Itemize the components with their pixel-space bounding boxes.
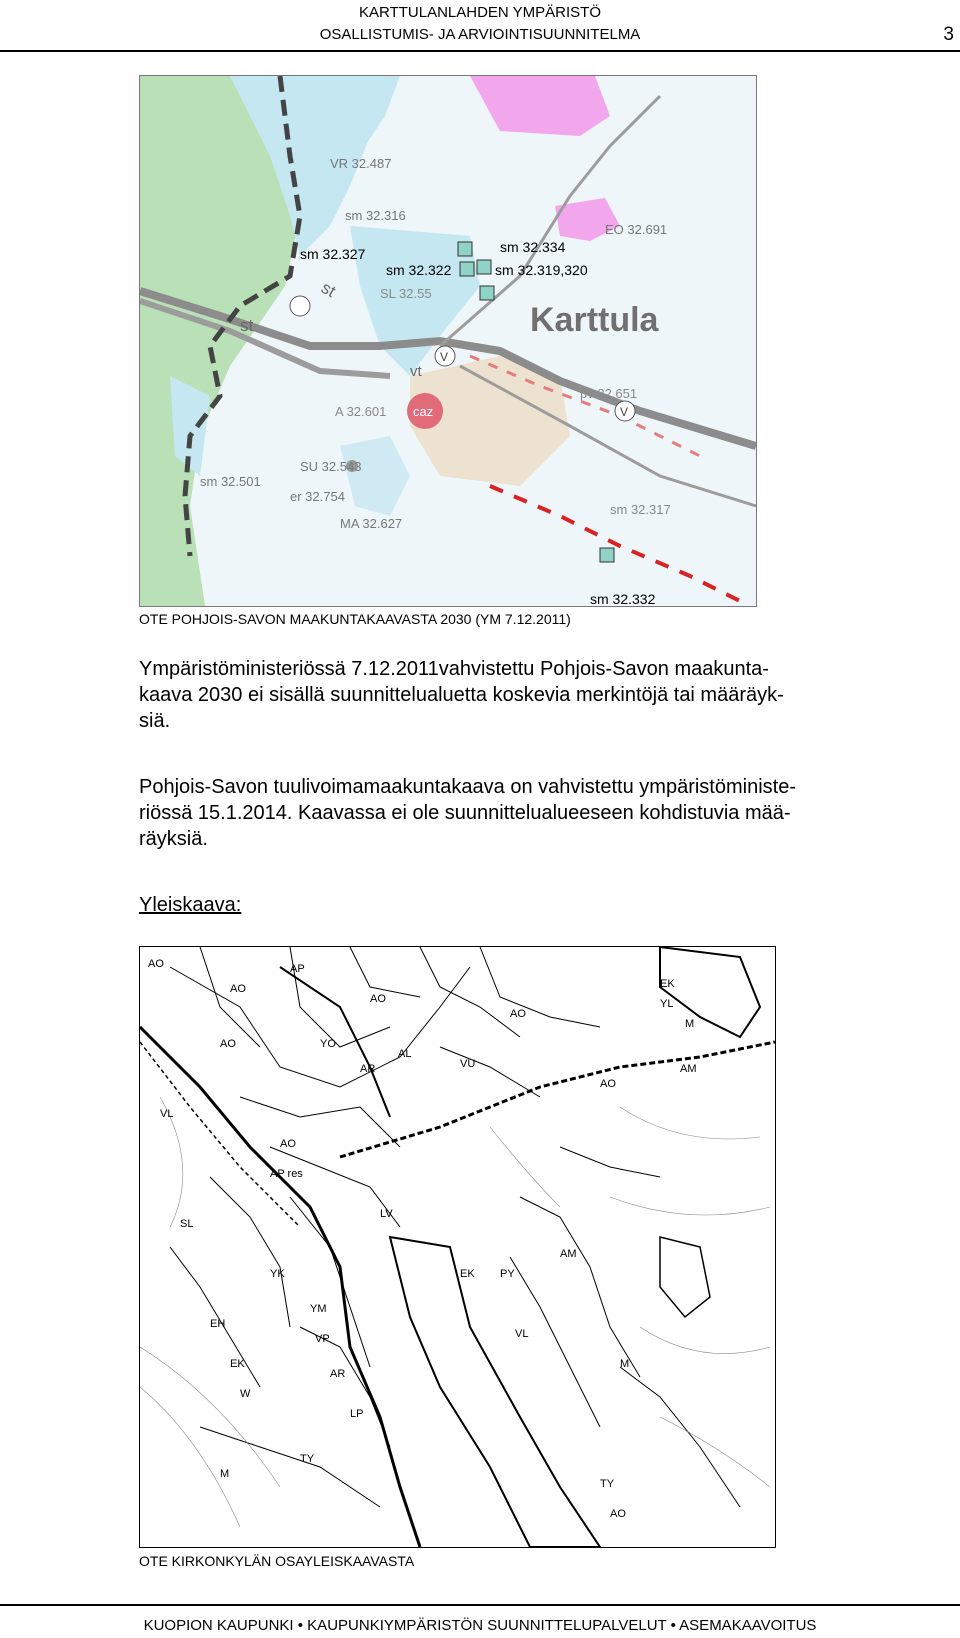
svg-text:AM: AM bbox=[560, 1248, 577, 1260]
svg-text:AO: AO bbox=[148, 958, 164, 970]
svg-text:VL: VL bbox=[515, 1328, 529, 1340]
svg-text:M: M bbox=[685, 1018, 695, 1030]
map1-place-label: Karttula bbox=[530, 301, 659, 339]
map1-label: sm 32.501 bbox=[200, 474, 261, 489]
svg-text:YO: YO bbox=[320, 1038, 336, 1050]
svg-text:AP res: AP res bbox=[270, 1168, 303, 1180]
footer-rule bbox=[0, 1604, 960, 1606]
paragraph-1: Ympäristöministeriössä 7.12.2011vahvistettu Pohjois-Savon maakunta- kaava 2030 ei sisällä suunnittelualuetta koskevia merkintöjä tai määräyk- siä. bbox=[139, 658, 784, 732]
svg-text:LP: LP bbox=[350, 1408, 364, 1420]
svg-text:M: M bbox=[620, 1358, 630, 1370]
map1-label: vt bbox=[410, 363, 422, 380]
svg-text:AO: AO bbox=[610, 1508, 626, 1520]
map1-label: MA 32.627 bbox=[340, 516, 403, 531]
page-number: 3 bbox=[943, 24, 954, 45]
header-title: KARTTULANLAHDEN YMPÄRISTÖ bbox=[359, 4, 601, 21]
svg-text:EK: EK bbox=[460, 1268, 475, 1280]
map1-label: sm 32.317 bbox=[610, 502, 671, 517]
map1-caption: OTE POHJOIS-SAVON MAAKUNTAKAAVASTA 2030 (YM 7.12.2011) bbox=[139, 611, 571, 627]
map1-label: SL 32.55 bbox=[380, 286, 432, 301]
map1-label: pv 32.651 bbox=[580, 386, 638, 401]
map1-label: caz bbox=[413, 404, 434, 419]
map1-label: st bbox=[240, 316, 254, 335]
svg-text:PY: PY bbox=[500, 1268, 515, 1280]
svg-text:AO: AO bbox=[220, 1038, 236, 1050]
svg-text:LV: LV bbox=[380, 1208, 393, 1220]
svg-text:SL: SL bbox=[180, 1218, 194, 1230]
svg-text:AO: AO bbox=[600, 1078, 616, 1090]
svg-text:VL: VL bbox=[160, 1108, 174, 1120]
svg-text:W: W bbox=[240, 1388, 251, 1400]
map1-label: VR 32.487 bbox=[330, 156, 392, 171]
master-plan-map bbox=[139, 946, 776, 1548]
svg-text:AP: AP bbox=[290, 963, 305, 975]
svg-text:AM: AM bbox=[680, 1063, 697, 1075]
svg-text:AO: AO bbox=[510, 1008, 526, 1020]
svg-text:YK: YK bbox=[270, 1268, 285, 1280]
map1-label: SU 32.543 bbox=[300, 459, 362, 474]
svg-text:AL: AL bbox=[398, 1048, 412, 1060]
svg-text:AO: AO bbox=[370, 993, 386, 1005]
svg-text:VP: VP bbox=[315, 1333, 330, 1345]
section-heading: Yleiskaava: bbox=[139, 894, 242, 916]
svg-text:YM: YM bbox=[310, 1303, 327, 1315]
svg-text:EK: EK bbox=[230, 1358, 245, 1370]
map1-label: sm 32.322 bbox=[386, 262, 452, 278]
map1-label: st bbox=[318, 278, 339, 302]
map1-label: sm 32.327 bbox=[300, 246, 366, 262]
map1-label: sm 32.319,320 bbox=[495, 262, 588, 278]
header-rule bbox=[0, 50, 960, 52]
svg-text:AO: AO bbox=[280, 1138, 296, 1150]
svg-text:TY: TY bbox=[600, 1478, 615, 1490]
map1-label: sm 32.316 bbox=[345, 208, 406, 223]
svg-text:EK: EK bbox=[660, 978, 675, 990]
svg-text:AR: AR bbox=[360, 1063, 376, 1075]
header-subtitle: OSALLISTUMIS- JA ARVIOINTISUUNNITELMA bbox=[319, 26, 641, 43]
svg-text:AO: AO bbox=[230, 983, 246, 995]
footer-text: KUOPION KAUPUNKI • KAUPUNKIYMPÄRISTÖN SUUNNITTELUPALVELUT • ASEMAKAAVOITUS bbox=[143, 1617, 817, 1634]
map1-label: V bbox=[440, 350, 449, 364]
svg-text:VU: VU bbox=[460, 1058, 476, 1070]
svg-text:M: M bbox=[220, 1468, 230, 1480]
svg-text:YL: YL bbox=[660, 998, 674, 1010]
map1-label: er 32.754 bbox=[290, 489, 345, 504]
svg-text:AR: AR bbox=[330, 1368, 346, 1380]
map1-label: EO 32.691 bbox=[605, 222, 668, 237]
paragraph-2: Pohjois-Savon tuulivoimamaakuntakaava on vahvistettu ympäristöministe- riössä 15.1.2014. Kaavassa ei ole suunnittelualueeseen kohdistuvia mää- räyksiä. bbox=[139, 776, 796, 850]
map1-label: sm 32.334 bbox=[500, 239, 566, 255]
map2-caption: OTE KIRKONKYLÄN OSAYLEISKAAVASTA bbox=[139, 1553, 415, 1569]
svg-text:EH: EH bbox=[210, 1318, 226, 1330]
svg-text:TY: TY bbox=[300, 1453, 315, 1465]
regional-plan-map bbox=[139, 75, 757, 607]
map1-label: sm 32.332 bbox=[590, 591, 656, 606]
map1-label: A 32.601 bbox=[335, 404, 387, 419]
map1-label: V bbox=[620, 405, 629, 419]
